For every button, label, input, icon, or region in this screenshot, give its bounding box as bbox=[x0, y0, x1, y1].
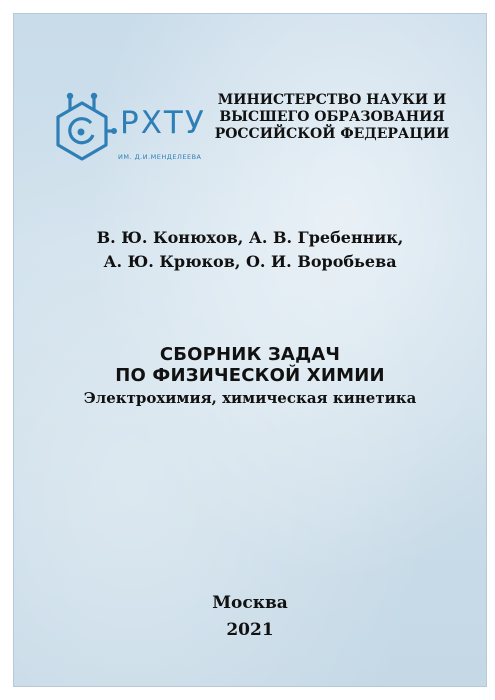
authors bbox=[14, 226, 486, 274]
book-title-line: ПО ФИЗИЧЕСКОЙ ХИМИИ bbox=[115, 365, 385, 386]
ministry-line: ВЫСШЕГО ОБРАЗОВАНИЯ bbox=[219, 109, 445, 125]
ministry-line: МИНИСТЕРСТВО НАУКИ И bbox=[217, 92, 447, 108]
book-subtitle: Электрохимия, химическая кинетика bbox=[83, 389, 417, 407]
imprint bbox=[14, 590, 486, 644]
imprint-year: 2021 bbox=[226, 620, 274, 640]
authors-line: А. Ю. Крюков, О. И. Воробьева bbox=[103, 252, 397, 271]
book-title-block bbox=[14, 344, 486, 408]
authors-line: В. Ю. Конюхов, А. В. Гребенник, bbox=[96, 228, 404, 247]
book-cover bbox=[14, 14, 486, 686]
logo-name: РХТУ bbox=[120, 105, 206, 141]
book-title-line: СБОРНИК ЗАДАЧ bbox=[159, 344, 341, 365]
logo-subtitle: ИМ. Д.И.МЕНДЕЛЕЕВА bbox=[118, 153, 202, 161]
hexagon-molecule-icon bbox=[47, 91, 117, 171]
ministry-line: РОССИЙСКОЙ ФЕДЕРАЦИИ bbox=[214, 126, 450, 142]
ministry-heading bbox=[212, 92, 452, 143]
imprint-city: Москва bbox=[212, 593, 288, 613]
